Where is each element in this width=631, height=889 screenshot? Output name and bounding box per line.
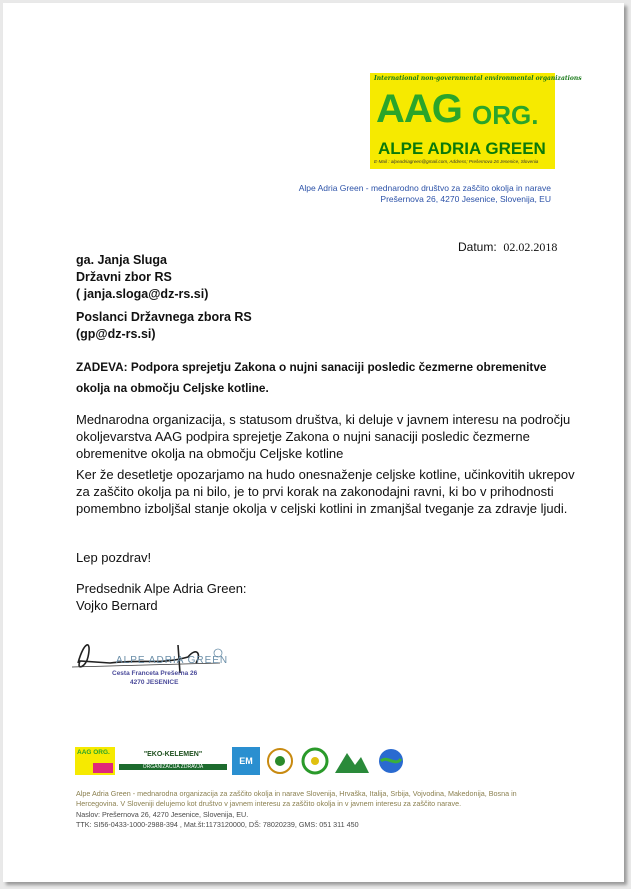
- aag-small-logo: AAG ORG.: [75, 747, 115, 775]
- logo-main-text: AAG: [376, 87, 462, 131]
- letter-subject: ZADEVA: Podpora sprejetju Zakona o nujni sanaciji posledic čezmerne obremenitve okolja na območju Celjske kotline.: [76, 360, 547, 395]
- date-label: Datum:: [458, 240, 497, 254]
- eko-kelemen-logo: "EKO-KELEMEN" ORGANIZACIJA ZDRAVJA: [119, 747, 227, 775]
- logo-tagline: International non-governmental environmental organizations: [374, 75, 582, 82]
- globe-logo-icon: [375, 747, 407, 775]
- snail-logo-icon: [264, 747, 296, 775]
- recipient2-email: (gp@dz-rs.si): [76, 327, 156, 341]
- recipient-block-2: [76, 309, 252, 343]
- letter-date: [458, 240, 557, 255]
- org-name-line: Alpe Adria Green - mednarodno društvo za zaščito okolja in narave: [298, 183, 551, 193]
- recipient-name: ga. Janja Sluga: [76, 253, 168, 267]
- recipient-block-1: [76, 252, 208, 303]
- footer-line-1: Alpe Adria Green - mednarodna organizacija za zaščito okolja in narave Slovenija, Hrvaška, Italija, Srbija, Vojvodina, Makedonija, Bosna in: [76, 789, 517, 798]
- org-address-line: Prešernova 26, 4270 Jesenice, Slovenija, EU: [380, 194, 551, 204]
- eu-logo: EM: [232, 747, 260, 775]
- letter-page: [3, 3, 624, 882]
- letter-footer: [76, 789, 566, 831]
- signature-stamp: [70, 633, 230, 693]
- body-paragraph-2: Ker že desetletje opozarjamo na hudo onesnaženje celjske kotline, učinkovitih ukrepov za zaščito okolja pa ni bilo, je to prvi korak na zakonodajni ravni, ki bo v prihodnosti pomembno izboljšal stanje okolja v celjski kotlini in zmanjšal tveganje za zdravje ljudi.: [76, 467, 575, 516]
- date-value: 02.02.2018: [503, 240, 558, 254]
- recipient-institution: Državni zbor RS: [76, 270, 172, 284]
- organization-header: [299, 183, 551, 205]
- logo-square-icon: [93, 763, 113, 773]
- logo-org-text: ORG.: [472, 100, 539, 130]
- footer-line-4: TTK: SI56-0433-1000-2988-394 , Mat.št:1173120000, DŠ: 78020239, GMS: 051 311 450: [76, 820, 359, 830]
- greeting: Lep pozdrav!: [76, 550, 152, 565]
- recipient-email: ( janja.sloga@dz-rs.si): [76, 287, 209, 301]
- logo-name-text: ALPE ADRIA GREEN: [378, 139, 546, 158]
- recipient2-name: Poslanci Državnega zbora RS: [76, 310, 252, 324]
- partner-logos-row: [75, 747, 415, 777]
- stamp-line-2: Cesta Franceta Prešerna 26: [112, 670, 198, 677]
- green-circle-logo-icon: [300, 747, 330, 775]
- footer-line-2: Hercegovina. V Sloveniji delujemo kot društvo v javnem interesu za zaščito okolja in v javnem interesu za zaščito narave.: [76, 799, 462, 809]
- footer-line-3: Naslov: Prešernova 26, 4270 Jesenice, Slovenija, EU.: [76, 809, 249, 819]
- stamp-line-1: ALPE ADRIA GREEN: [116, 655, 229, 666]
- mountains-logo-icon: [333, 747, 371, 775]
- body-paragraph-1: Mednarodna organizacija, s statusom društva, ki deluje v javnem interesu na področju okoljevarstva AAG podpira sprejetje Zakona o nujni sanaciji posledic čezmerne obremenitve okolja na območju Celjske kotline: [76, 412, 571, 461]
- logo-contact-text: E-Mail : alpeadriagreen@gmail.com, Address; Prešernova 26 Jesenice, Slovenia: [374, 159, 539, 164]
- stamp-line-3: 4270 JESENICE: [130, 679, 179, 686]
- signature-name: Vojko Bernard: [76, 598, 158, 613]
- signature-title: Predsednik Alpe Adria Green:: [76, 581, 247, 596]
- aag-logo: [370, 73, 582, 169]
